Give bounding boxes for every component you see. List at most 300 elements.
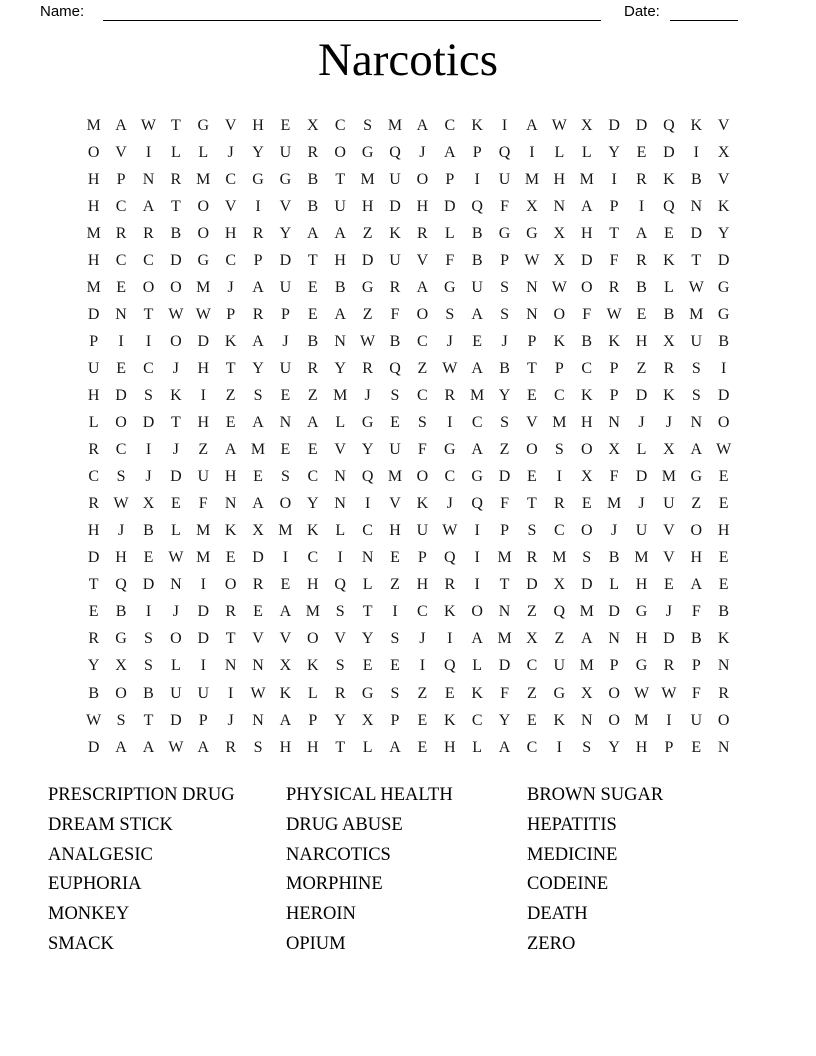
grid-cell: K	[553, 711, 566, 729]
grid-cell: S	[691, 386, 701, 404]
grid-cell: E	[527, 468, 537, 486]
grid-cell: R	[88, 441, 100, 459]
grid-cell: E	[280, 386, 291, 404]
grid-cell: E	[472, 332, 483, 350]
grid-cell: G	[279, 170, 292, 188]
grid-cell: I	[638, 197, 645, 215]
grid-cell: H	[416, 576, 429, 594]
grid-cell: L	[609, 576, 619, 594]
grid-cell: S	[363, 116, 373, 134]
grid-cell: M	[634, 549, 649, 567]
grid-cell: M	[552, 414, 567, 432]
grid-cell: E	[718, 549, 729, 567]
grid-cell: K	[717, 197, 730, 215]
grid-cell: L	[335, 522, 346, 540]
grid-cell: F	[609, 251, 619, 269]
grid-cell: R	[88, 630, 100, 648]
grid-cell: R	[170, 170, 182, 188]
grid-cell: D	[197, 603, 210, 621]
grid-cell: R	[608, 278, 620, 296]
grid-cell: P	[226, 305, 236, 323]
grid-cell: A	[279, 603, 292, 621]
grid-cell: K	[663, 170, 675, 188]
grid-cell: Y	[717, 224, 730, 242]
grid-cell: D	[170, 251, 182, 269]
grid-cell: R	[225, 603, 236, 621]
grid-cell: R	[115, 224, 127, 242]
word-item: PRESCRIPTION DRUG	[48, 785, 235, 805]
grid-cell: T	[143, 711, 154, 729]
grid-cell: R	[554, 495, 565, 513]
grid-cell: W	[442, 359, 458, 377]
grid-cell: O	[115, 684, 127, 702]
grid-cell: H	[87, 197, 100, 215]
grid-cell: C	[471, 414, 483, 432]
grid-cell: G	[361, 414, 374, 432]
grid-cell: O	[580, 441, 593, 459]
grid-cell: O	[717, 711, 730, 729]
grid-cell: I	[529, 143, 535, 161]
grid-cell: H	[635, 576, 648, 594]
grid-cell: L	[444, 224, 455, 242]
grid-cell: V	[389, 495, 401, 513]
date-label: Date:	[624, 3, 660, 20]
grid-cell: D	[252, 549, 264, 567]
grid-cell: O	[279, 495, 292, 513]
grid-cell: U	[663, 495, 675, 513]
grid-cell: V	[334, 630, 346, 648]
grid-cell: R	[88, 495, 100, 513]
grid-cell: D	[87, 738, 100, 756]
grid-cell: P	[500, 522, 509, 540]
grid-cell: E	[307, 441, 318, 459]
grid-cell: A	[142, 738, 155, 756]
grid-cell: J	[665, 603, 673, 621]
grid-cell: E	[691, 738, 702, 756]
grid-cell: I	[611, 170, 617, 188]
grid-cell: E	[417, 738, 428, 756]
grid-cell: O	[580, 522, 593, 540]
grid-cell: A	[279, 711, 292, 729]
grid-cell: B	[718, 332, 730, 350]
grid-cell: K	[553, 332, 566, 350]
grid-cell: C	[143, 359, 154, 377]
grid-cell: S	[582, 549, 592, 567]
grid-cell: E	[280, 441, 291, 459]
word-item: MORPHINE	[286, 874, 383, 895]
grid-cell: S	[253, 386, 263, 404]
grid-cell: B	[718, 603, 730, 621]
grid-cell: K	[580, 386, 593, 404]
grid-cell: L	[554, 143, 565, 161]
grid-cell: H	[197, 414, 210, 432]
grid-cell: P	[280, 305, 290, 323]
grid-cell: M	[470, 386, 485, 404]
grid-cell: Q	[498, 143, 511, 161]
grid-cell: D	[580, 576, 593, 594]
grid-cell: S	[390, 684, 400, 702]
grid-cell: N	[252, 657, 264, 675]
grid-cell: Y	[361, 630, 374, 648]
grid-cell: T	[143, 305, 154, 323]
grid-cell: I	[227, 684, 234, 702]
grid-cell: X	[553, 224, 566, 242]
grid-cell: J	[227, 143, 234, 161]
grid-cell: N	[224, 657, 237, 675]
grid-cell: D	[717, 386, 730, 404]
grid-cell: G	[635, 603, 648, 621]
word-item: OPIUM	[286, 933, 346, 954]
grid-cell: J	[364, 386, 371, 404]
grid-cell: D	[635, 116, 648, 134]
grid-cell: T	[88, 576, 99, 594]
grid-cell: L	[307, 684, 318, 702]
grid-cell: A	[471, 359, 483, 377]
grid-cell: A	[580, 630, 593, 648]
grid-cell: C	[225, 251, 236, 269]
grid-cell: J	[446, 332, 453, 350]
grid-cell: E	[170, 495, 181, 513]
grid-cell: S	[500, 305, 509, 323]
grid-cell: E	[664, 224, 674, 242]
grid-cell: U	[87, 359, 100, 377]
grid-cell: I	[474, 576, 480, 594]
grid-cell: E	[253, 468, 263, 486]
grid-cell: P	[691, 657, 701, 675]
grid-cell: D	[635, 468, 648, 486]
grid-cell: I	[501, 116, 508, 134]
word-column-2	[286, 781, 453, 960]
grid-cell: E	[88, 603, 99, 621]
grid-cell: F	[691, 603, 701, 621]
grid-cell: X	[553, 251, 566, 269]
grid-cell: U	[334, 197, 346, 215]
grid-cell: C	[554, 522, 565, 540]
grid-cell: R	[636, 170, 647, 188]
grid-cell: I	[200, 657, 206, 675]
grid-cell: G	[717, 278, 730, 296]
grid-cell: I	[364, 495, 371, 513]
grid-cell: K	[717, 630, 730, 648]
grid-cell: O	[416, 170, 429, 188]
grid-cell: W	[250, 684, 266, 702]
grid-cell: G	[361, 684, 374, 702]
grid-cell: Y	[252, 359, 264, 377]
grid-cell: T	[170, 197, 181, 215]
grid-cell: Q	[663, 116, 675, 134]
grid-cell: T	[170, 116, 181, 134]
grid-cell: N	[608, 414, 620, 432]
grid-cell: G	[498, 224, 511, 242]
word-item: CODEINE	[527, 874, 609, 895]
grid-cell: D	[498, 468, 511, 486]
grid-cell: D	[608, 116, 620, 134]
grid-cell: R	[526, 549, 538, 567]
grid-cell: J	[117, 522, 125, 540]
word-item: NARCOTICS	[286, 844, 391, 865]
grid-cell: D	[389, 197, 401, 215]
grid-cell: W	[168, 305, 184, 323]
grid-cell: Q	[334, 576, 346, 594]
grid-cell: T	[499, 576, 510, 594]
grid-cell: U	[389, 441, 401, 459]
grid-cell: P	[527, 332, 537, 350]
grid-cell: C	[581, 359, 593, 377]
grid-cell: M	[196, 549, 211, 567]
grid-cell: S	[335, 657, 345, 675]
grid-cell: I	[145, 603, 152, 621]
grid-cell: I	[474, 549, 480, 567]
grid-cell: K	[471, 684, 483, 702]
grid-cell: G	[115, 630, 127, 648]
grid-cell: A	[471, 305, 483, 323]
grid-cell: O	[142, 278, 155, 296]
grid-cell: H	[580, 224, 593, 242]
grid-cell: K	[307, 657, 319, 675]
grid-cell: H	[553, 170, 566, 188]
grid-cell: X	[307, 116, 319, 134]
grid-cell: S	[527, 522, 537, 540]
grid-cell: Z	[636, 359, 647, 377]
grid-cell: M	[497, 549, 512, 567]
grid-cell: J	[227, 711, 234, 729]
grid-cell: K	[279, 684, 292, 702]
grid-cell: F	[500, 684, 509, 702]
grid-cell: L	[636, 441, 647, 459]
grid-cell: L	[472, 657, 483, 675]
grid-cell: W	[551, 278, 567, 296]
grid-cell: D	[170, 468, 182, 486]
grid-cell: H	[361, 197, 374, 215]
grid-cell: H	[197, 359, 210, 377]
grid-cell: E	[116, 278, 126, 296]
grid-cell: E	[718, 495, 729, 513]
grid-cell: F	[500, 495, 509, 513]
grid-cell: O	[170, 278, 182, 296]
grid-cell: H	[87, 170, 100, 188]
grid-cell: I	[693, 143, 699, 161]
grid-cell: X	[717, 143, 730, 161]
grid-cell: N	[279, 414, 292, 432]
grid-cell: J	[446, 495, 453, 513]
grid-cell: K	[307, 522, 319, 540]
grid-cell: R	[252, 305, 264, 323]
grid-cell: W	[168, 738, 184, 756]
grid-cell: C	[307, 549, 319, 567]
grid-cell: J	[419, 143, 426, 161]
grid-cell: H	[717, 522, 730, 540]
grid-cell: F	[582, 305, 592, 323]
grid-cell: H	[389, 522, 401, 540]
grid-cell: G	[635, 657, 648, 675]
grid-cell: V	[526, 414, 538, 432]
grid-cell: B	[608, 549, 620, 567]
grid-cell: U	[416, 522, 429, 540]
grid-cell: U	[279, 143, 292, 161]
grid-cell: Z	[362, 224, 373, 242]
grid-cell: R	[444, 576, 456, 594]
grid-cell: H	[635, 630, 648, 648]
grid-cell: A	[224, 441, 237, 459]
grid-cell: C	[526, 738, 538, 756]
grid-cell: D	[115, 386, 127, 404]
grid-cell: E	[527, 711, 537, 729]
grid-cell: U	[635, 522, 648, 540]
grid-cell: J	[638, 495, 645, 513]
grid-cell: N	[580, 711, 593, 729]
grid-cell: A	[498, 738, 511, 756]
grid-cell: A	[252, 414, 264, 432]
grid-cell: U	[498, 170, 511, 188]
grid-cell: C	[307, 468, 319, 486]
grid-cell: P	[609, 197, 619, 215]
grid-cell: U	[690, 332, 703, 350]
grid-cell: N	[142, 170, 155, 188]
grid-cell: H	[279, 738, 292, 756]
grid-cell: N	[526, 305, 538, 323]
grid-cell: D	[443, 197, 456, 215]
grid-cell: F	[691, 684, 701, 702]
grid-cell: D	[279, 251, 292, 269]
grid-cell: K	[389, 224, 401, 242]
grid-cell: H	[443, 738, 456, 756]
grid-cell: U	[170, 684, 182, 702]
grid-cell: A	[580, 197, 593, 215]
grid-cell: G	[197, 251, 210, 269]
grid-cell: P	[308, 711, 318, 729]
grid-cell: D	[690, 224, 703, 242]
grid-cell: U	[197, 468, 210, 486]
grid-cell: A	[115, 116, 127, 134]
grid-cell: G	[361, 143, 374, 161]
grid-cell: P	[664, 738, 674, 756]
grid-cell: B	[170, 224, 182, 242]
grid-cell: J	[419, 630, 426, 648]
grid-cell: P	[500, 251, 509, 269]
grid-cell: W	[195, 305, 211, 323]
grid-cell: A	[416, 278, 429, 296]
grid-cell: O	[553, 305, 566, 323]
grid-cell: O	[334, 143, 346, 161]
grid-cell: J	[227, 278, 234, 296]
grid-cell: W	[168, 549, 184, 567]
grid-cell: F	[390, 305, 400, 323]
grid-cell: P	[390, 711, 400, 729]
grid-cell: I	[392, 603, 398, 621]
grid-cell: M	[196, 278, 211, 296]
grid-cell: C	[115, 441, 127, 459]
grid-cell: T	[362, 603, 373, 621]
grid-cell: M	[333, 386, 348, 404]
grid-cell: T	[225, 359, 236, 377]
grid-cell: I	[556, 468, 562, 486]
grid-cell: A	[389, 738, 401, 756]
grid-cell: R	[307, 359, 319, 377]
grid-cell: O	[170, 332, 182, 350]
grid-cell: P	[609, 657, 619, 675]
grid-cell: B	[307, 332, 319, 350]
grid-cell: X	[663, 332, 675, 350]
grid-cell: J	[665, 414, 673, 432]
grid-cell: W	[442, 522, 458, 540]
grid-cell: H	[224, 224, 237, 242]
grid-cell: D	[526, 576, 538, 594]
grid-cell: X	[580, 116, 593, 134]
grid-cell: P	[554, 359, 564, 377]
grid-cell: P	[198, 711, 208, 729]
grid-cell: A	[334, 224, 346, 242]
grid-cell: Z	[198, 441, 209, 459]
grid-cell: J	[172, 603, 179, 621]
grid-cell: C	[225, 170, 236, 188]
grid-cell: S	[390, 386, 400, 404]
grid-cell: T	[527, 495, 537, 513]
grid-cell: E	[307, 278, 318, 296]
grid-cell: U	[389, 170, 401, 188]
grid-cell: G	[443, 278, 456, 296]
grid-cell: I	[200, 386, 206, 404]
grid-cell: S	[116, 468, 126, 486]
grid-cell: O	[224, 576, 237, 594]
grid-cell: R	[718, 684, 730, 702]
grid-cell: Z	[307, 386, 318, 404]
grid-cell: V	[717, 170, 730, 188]
grid-cell: E	[280, 576, 291, 594]
grid-cell: S	[390, 630, 400, 648]
grid-cell: B	[143, 684, 154, 702]
grid-cell: X	[526, 197, 538, 215]
grid-cell: W	[86, 711, 102, 729]
grid-cell: V	[252, 630, 264, 648]
grid-cell: S	[445, 305, 455, 323]
grid-cell: W	[140, 116, 157, 134]
grid-cell: X	[361, 711, 374, 729]
grid-cell: D	[361, 251, 374, 269]
grid-cell: Y	[361, 441, 374, 459]
grid-cell: N	[115, 305, 127, 323]
grid-cell: Y	[334, 359, 346, 377]
grid-cell: V	[334, 441, 346, 459]
grid-cell: K	[471, 116, 483, 134]
grid-cell: S	[500, 278, 509, 296]
grid-cell: A	[690, 576, 703, 594]
grid-cell: G	[252, 170, 264, 188]
grid-cell: H	[690, 549, 703, 567]
grid-cell: K	[443, 711, 456, 729]
grid-cell: I	[145, 332, 152, 350]
grid-cell: I	[556, 738, 562, 756]
grid-cell: N	[498, 603, 511, 621]
grid-cell: G	[717, 305, 730, 323]
word-item: SMACK	[48, 933, 114, 954]
grid-cell: D	[142, 576, 155, 594]
grid-cell: Z	[527, 603, 537, 621]
grid-cell: R	[444, 386, 456, 404]
grid-cell: E	[116, 359, 126, 377]
grid-cell: N	[224, 495, 237, 513]
grid-cell: M	[196, 522, 211, 540]
grid-cell: J	[501, 332, 508, 350]
grid-cell: S	[144, 657, 153, 675]
grid-cell: U	[471, 278, 483, 296]
grid-cell: I	[145, 441, 152, 459]
grid-cell: L	[170, 143, 181, 161]
grid-cell: R	[362, 359, 373, 377]
grid-cell: D	[197, 332, 210, 350]
grid-cell: W	[633, 684, 650, 702]
grid-cell: R	[417, 224, 428, 242]
grid-cell: G	[553, 684, 566, 702]
